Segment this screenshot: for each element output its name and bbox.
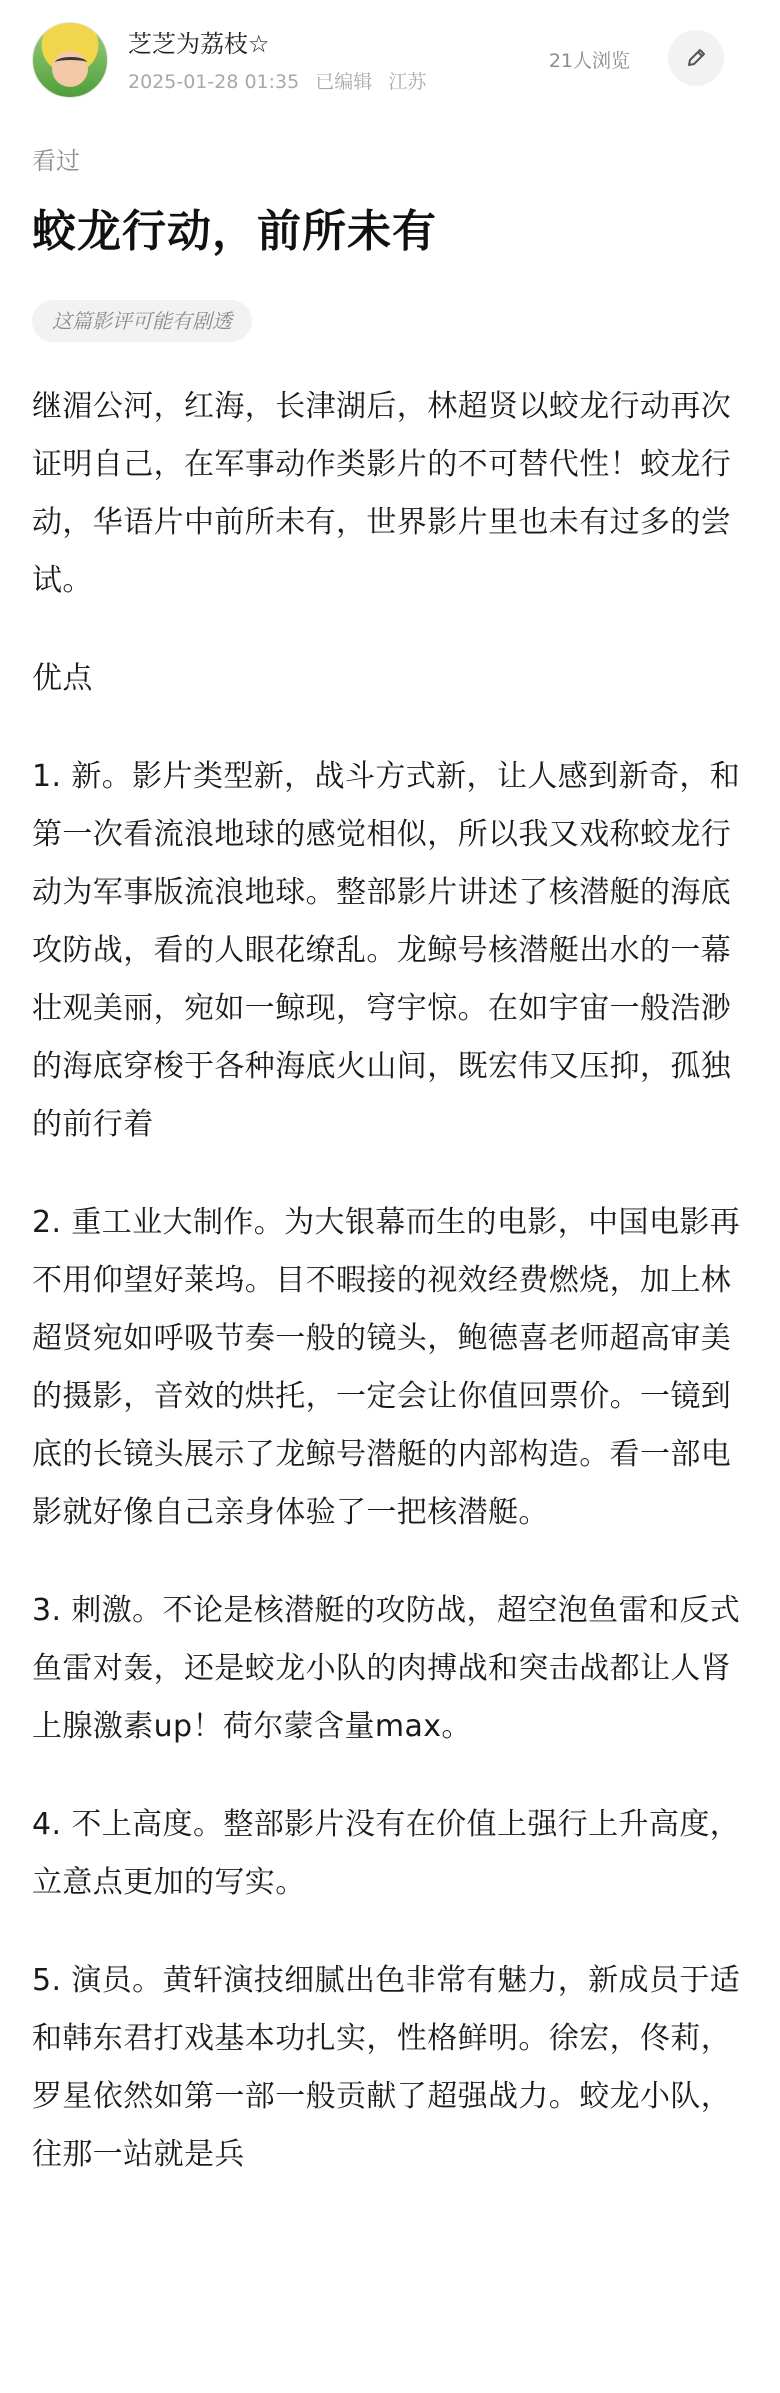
user-meta xyxy=(128,22,426,94)
spoiler-badge: 这篇影评可能有剧透 xyxy=(32,300,252,342)
paragraph: 1. 新。影片类型新，战斗方式新，让人感到新奇，和第一次看流浪地球的感觉相似，所以我又戏称蛟龙行动为军事版流浪地球。整部影片讲述了核潜艇的海底攻防战，看的人眼花缭乱。龙鲸号核潜艇出水的一幕壮观美丽，宛如一鲸现，穹宇惊。在如宇宙一般浩渺的海底穿梭于各种海底火山间，既宏伟又压抑，孤独的前行着 xyxy=(32,759,741,1142)
paragraph: 3. 刺激。不论是核潜艇的攻防战，超空泡鱼雷和反式鱼雷对轰，还是蛟龙小队的肉搏战和突击战都让人肾上腺激素up！荷尔蒙含量max。 xyxy=(32,1593,741,1744)
edit-button[interactable] xyxy=(668,30,724,86)
paragraph: 5. 演员。黄轩演技细腻出色非常有魅力，新成员于适和韩东君打戏基本功扎实，性格鲜明。徐宏，佟莉，罗星依然如第一部一般贡献了超强战力。蛟龙小队，往那一站就是兵 xyxy=(32,1963,741,2172)
avatar[interactable] xyxy=(32,22,108,98)
paragraph: 继湄公河，红海，长津湖后，林超贤以蛟龙行动再次证明自己，在军事动作类影片的不可替代性！蛟龙行动，华语片中前所未有，世界影片里也未有过多的尝试。 xyxy=(32,389,732,598)
post-meta xyxy=(128,70,426,94)
view-count: 21人浏览 xyxy=(548,50,630,72)
username[interactable]: 芝芝为荔枝☆ xyxy=(128,30,270,58)
pencil-icon xyxy=(684,46,708,70)
review-content xyxy=(32,378,748,2184)
paragraph: 4. 不上高度。整部影片没有在价值上强行上升高度，立意点更加的写实。 xyxy=(32,1807,741,1900)
location-label: 江苏 xyxy=(388,71,427,93)
post-date: 2025-01-28 01:35 xyxy=(128,71,300,93)
watch-status: 看过 xyxy=(32,147,80,175)
paragraph: 2. 重工业大制作。为大银幕而生的电影，中国电影再不用仰望好莱坞。目不暇接的视效经费燃烧，加上林超贤宛如呼吸节奏一般的镜头，鲍德喜老师超高审美的摄影，音效的烘托，一定会让你值回票价。一镜到底的长镜头展示了龙鲸号潜艇的内部构造。看一部电影就好像自己亲身体验了一把核潜艇。 xyxy=(32,1205,741,1530)
edited-label: 已编辑 xyxy=(315,71,373,93)
author-header xyxy=(32,0,748,112)
paragraph: 优点 xyxy=(32,661,93,696)
review-title: 蛟龙行动，前所未有 xyxy=(32,206,437,257)
